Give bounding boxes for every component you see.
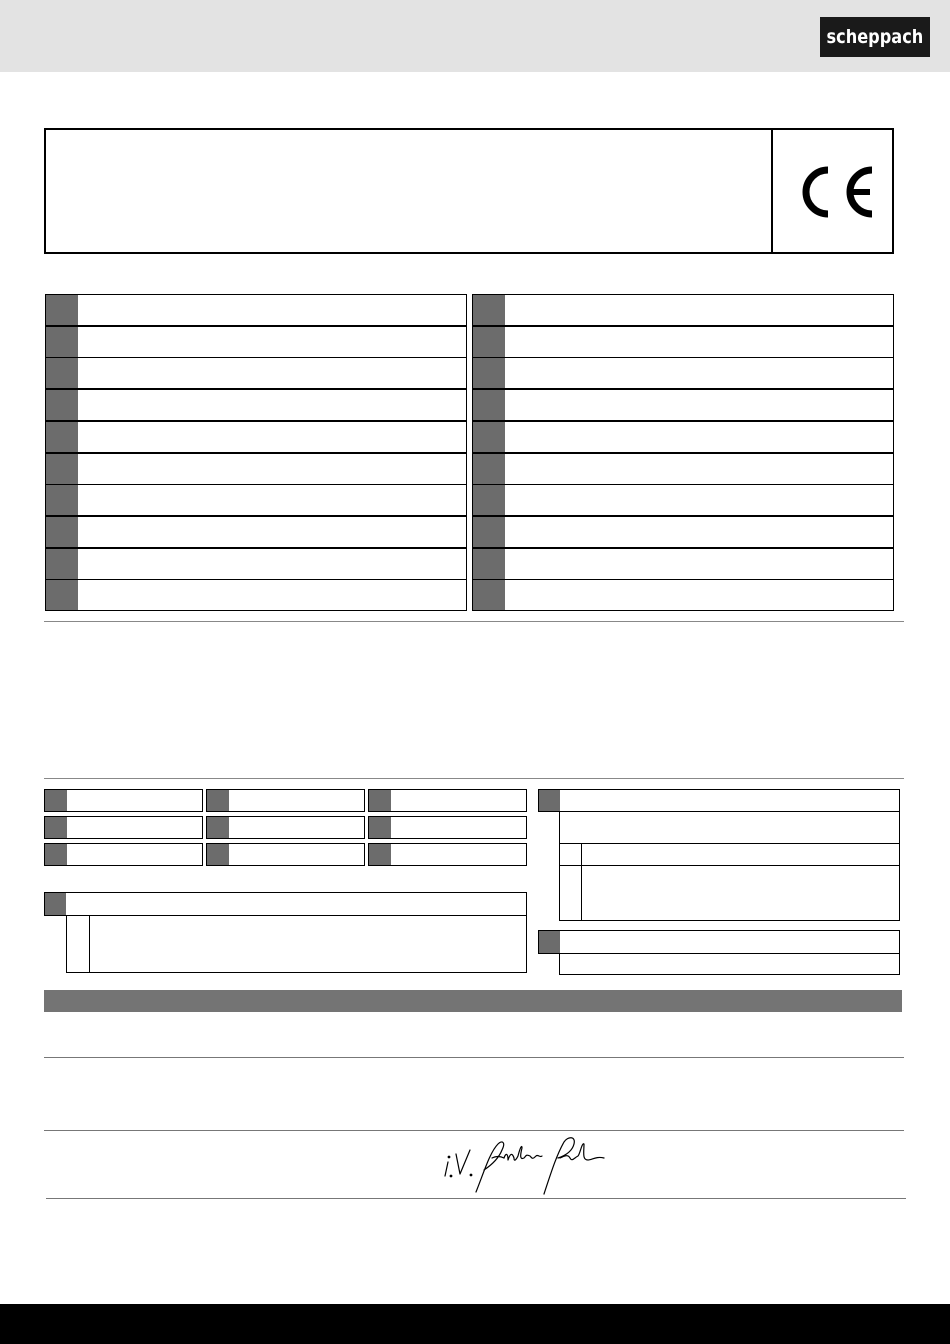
checkbox-marker [473,295,505,325]
directive-row [45,548,467,580]
directive-row [45,484,467,516]
handwritten-signature [440,1132,610,1198]
directive-row [45,357,467,389]
directive-row [45,294,467,326]
checkbox-marker [46,549,78,579]
checkbox-marker [473,358,505,388]
standard-field [206,816,365,839]
checkbox-marker [473,454,505,484]
checkbox-marker [473,390,505,420]
standard-field [368,789,527,812]
directive-row [472,326,894,358]
checkbox-marker [473,549,505,579]
section-marker [539,790,560,811]
row-divider [559,843,900,844]
checkbox-marker [46,422,78,452]
checkbox-marker [45,844,67,865]
checkbox-marker [45,790,67,811]
ce-marking-icon [788,162,878,222]
header-band [0,0,950,72]
checkbox-marker [369,790,391,811]
directive-row [472,548,894,580]
checkbox-marker [473,327,505,357]
checkbox-marker [207,817,229,838]
directive-row [45,453,467,485]
checkbox-marker [46,517,78,547]
directive-row [45,421,467,453]
standard-field [44,843,203,866]
standard-field [206,843,365,866]
standard-field [44,789,203,812]
section-divider [44,1130,904,1131]
directive-row [472,389,894,421]
gray-banner [44,990,902,1012]
checkbox-marker [369,844,391,865]
checkbox-marker [46,295,78,325]
notified-body-header [44,892,527,916]
directive-row [472,421,894,453]
title-box-divider [771,130,773,252]
checkbox-marker [207,844,229,865]
section-divider [44,621,904,622]
checkbox-marker [369,817,391,838]
directive-row [45,516,467,548]
brand-logo [820,17,930,57]
section-marker [539,931,560,953]
directive-row [45,326,467,358]
checkbox-marker [46,358,78,388]
standard-field [206,789,365,812]
standard-field [368,843,527,866]
directive-row [472,357,894,389]
directive-row [472,453,894,485]
column-divider [581,843,582,920]
row-divider [559,865,900,866]
checkbox-marker [473,422,505,452]
reference-content [559,811,900,921]
section-divider [44,778,904,779]
brand-logo-text: scheppach [826,26,924,48]
notified-body-content [66,915,527,973]
checkbox-marker [473,485,505,515]
date-content [559,953,900,975]
directive-row [45,389,467,421]
checkbox-marker [46,327,78,357]
checkbox-marker [45,817,67,838]
directive-row [472,294,894,326]
footer-bar [0,1304,950,1344]
checkbox-marker [46,580,78,610]
declaration-title-box [44,128,894,254]
directive-row [472,516,894,548]
standard-field [44,816,203,839]
directive-row [45,579,467,611]
standard-field [368,816,527,839]
section-divider [44,1057,904,1058]
directive-row [472,579,894,611]
directive-row [472,484,894,516]
checkbox-marker [473,517,505,547]
checkbox-marker [207,790,229,811]
checkbox-marker [473,580,505,610]
date-header [538,930,900,954]
checkbox-marker [46,454,78,484]
column-divider [89,916,90,972]
section-marker [45,893,66,915]
section-divider [46,1198,906,1199]
checkbox-marker [46,485,78,515]
checkbox-marker [46,390,78,420]
reference-header [538,789,900,812]
